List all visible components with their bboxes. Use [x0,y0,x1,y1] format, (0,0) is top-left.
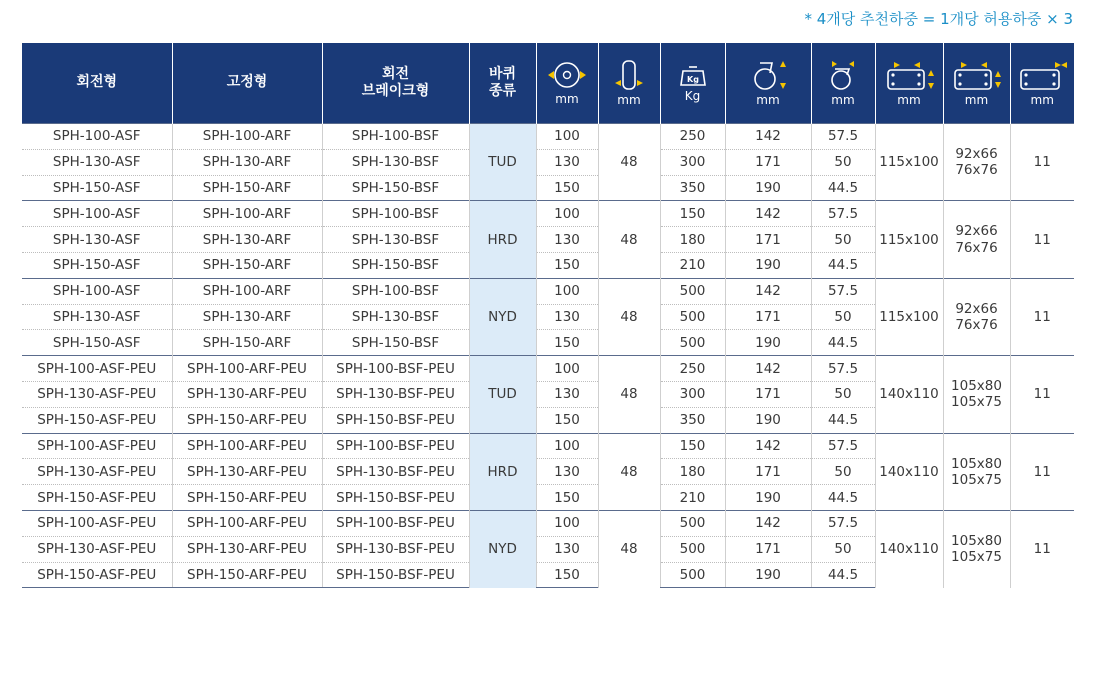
bolt-hole-icon [1015,59,1069,91]
bolt-spacing-1: 92x66 [955,223,998,240]
wheel-width: 48 [598,124,660,201]
wheel-type: NYD [469,510,536,587]
load-capacity: 150 [660,201,725,227]
height-swivel: 190 [725,562,811,588]
height-rigid: 44.5 [811,330,875,356]
header-row [22,43,1074,124]
swivel-model: SPH-130-ASF-PEU [22,381,172,407]
height-swivel: 142 [725,124,811,150]
height-swivel: 190 [725,252,811,278]
wheel-diameter: 150 [536,407,598,433]
brake-model: SPH-150-BSF [322,252,469,278]
wheel-width: 48 [598,201,660,278]
height-swivel: 171 [725,536,811,562]
height-swivel: 142 [725,356,811,382]
height-rigid: 57.5 [811,201,875,227]
rigid-model: SPH-100-ARF [172,124,322,150]
height-rigid: 44.5 [811,407,875,433]
height-rigid: 44.5 [811,562,875,588]
swivel-model: SPH-100-ASF [22,201,172,227]
rigid-model: SPH-130-ARF [172,304,322,330]
load-capacity: 500 [660,562,725,588]
wheel-diameter: 100 [536,201,598,227]
height-swivel: 190 [725,330,811,356]
brake-model: SPH-150-BSF-PEU [322,485,469,511]
unit-holes: mm [964,92,989,107]
bolt-spacing-2: 76x76 [955,316,998,333]
header-height-swivel [725,43,811,124]
brake-model: SPH-100-BSF [322,124,469,150]
plate-size: 115x100 [875,124,943,201]
wheel-type: HRD [469,201,536,278]
height-swivel: 190 [725,485,811,511]
brake-model: SPH-130-BSF [322,149,469,175]
wheel-type: TUD [469,124,536,201]
wheel-type: NYD [469,278,536,355]
brake-model: SPH-150-BSF-PEU [322,407,469,433]
height-rigid: 50 [811,304,875,330]
bolt-spacing-2: 105x75 [951,394,1002,411]
swivel-model: SPH-130-ASF-PEU [22,536,172,562]
swivel-model: SPH-100-ASF [22,124,172,150]
load-capacity: 500 [660,330,725,356]
load-capacity: 180 [660,459,725,485]
load-capacity: 350 [660,407,725,433]
height-swivel: 142 [725,433,811,459]
brake-model: SPH-130-BSF-PEU [322,459,469,485]
swivel-model: SPH-150-ASF [22,175,172,201]
load-capacity: 250 [660,124,725,150]
swivel-model: SPH-130-ASF-PEU [22,459,172,485]
height-rigid: 57.5 [811,124,875,150]
rigid-model: SPH-150-ARF [172,252,322,278]
header-height-rigid [811,43,875,124]
height-rigid: 50 [811,381,875,407]
swivel-model: SPH-100-ASF [22,278,172,304]
brake-model: SPH-100-BSF-PEU [322,356,469,382]
rigid-model: SPH-130-ARF-PEU [172,459,322,485]
unit-bolt: mm [1030,92,1054,107]
swivel-model: SPH-100-ASF-PEU [22,433,172,459]
height-swivel: 190 [725,175,811,201]
rigid-model: SPH-130-ARF [172,227,322,253]
bolt-spacing [943,124,1010,201]
height-swivel: 142 [725,510,811,536]
bolt-hole: 11 [1010,278,1074,355]
rigid-model: SPH-150-ARF [172,330,322,356]
bolt-spacing-1: 105x80 [951,533,1002,550]
unit-plate: mm [897,92,921,107]
wheel-width-icon [612,59,646,91]
swivel-model: SPH-100-ASF-PEU [22,356,172,382]
height-swivel: 171 [725,381,811,407]
wheel-type: HRD [469,433,536,510]
header-brake-line2: 브레이크형 [361,83,430,99]
load-note: * 4개당 추천하중 = 1개당 허용하중 × 3 [804,10,1073,28]
bolt-spacing-1: 92x66 [955,300,998,317]
unit-diameter: mm [555,91,579,106]
bolt-hole: 11 [1010,356,1074,433]
brake-model: SPH-130-BSF-PEU [322,381,469,407]
wheel-diameter: 100 [536,510,598,536]
bolt-spacing-2: 76x76 [955,162,998,179]
load-capacity: 300 [660,381,725,407]
header-swivel: 회전형 [22,43,172,124]
table-row [22,510,1074,536]
height-swivel: 171 [725,304,811,330]
height-swivel: 171 [725,459,811,485]
rigid-model: SPH-150-ARF [172,175,322,201]
bolt-spacing [943,433,1010,510]
height-rigid: 57.5 [811,278,875,304]
swivel-model: SPH-130-ASF [22,227,172,253]
brake-model: SPH-130-BSF-PEU [322,536,469,562]
rigid-model: SPH-100-ARF [172,201,322,227]
rigid-model: SPH-150-ARF-PEU [172,407,322,433]
table-row [22,201,1074,227]
swivel-model: SPH-150-ASF-PEU [22,562,172,588]
rigid-height-icon [823,59,863,91]
load-capacity: 500 [660,510,725,536]
swivel-model: SPH-130-ASF [22,304,172,330]
load-capacity: 250 [660,356,725,382]
bolt-spacing-2: 105x75 [951,549,1002,566]
swivel-height-icon [746,59,790,91]
wheel-diameter: 100 [536,278,598,304]
header-plate [875,43,943,124]
table-row [22,433,1074,459]
height-swivel: 171 [725,149,811,175]
wheel-diameter: 130 [536,304,598,330]
caster-spec-table [22,43,1074,588]
wheel-width: 48 [598,510,660,587]
wheel-diameter: 150 [536,175,598,201]
load-weight-icon [678,63,708,87]
header-wheel-type-line2: 종류 [488,83,517,99]
wheel-diameter: 130 [536,149,598,175]
bolt-spacing-icon [949,59,1005,91]
header-holes [943,43,1010,124]
plate-size: 140x110 [875,356,943,433]
bolt-hole: 11 [1010,124,1074,201]
plate-size: 140x110 [875,433,943,510]
wheel-diameter: 150 [536,485,598,511]
swivel-model: SPH-150-ASF-PEU [22,485,172,511]
height-rigid: 50 [811,536,875,562]
rigid-model: SPH-100-ARF-PEU [172,510,322,536]
header-bolt [1010,43,1074,124]
bolt-hole: 11 [1010,201,1074,278]
height-swivel: 142 [725,278,811,304]
height-rigid: 50 [811,227,875,253]
plate-size: 140x110 [875,510,943,587]
wheel-width: 48 [598,278,660,355]
bolt-spacing-1: 92x66 [955,146,998,162]
brake-model: SPH-100-BSF-PEU [322,433,469,459]
header-wheel-type [469,43,536,124]
load-capacity: 500 [660,536,725,562]
height-rigid: 50 [811,459,875,485]
height-rigid: 44.5 [811,485,875,511]
unit-height-rigid: mm [831,92,855,107]
plate-size-icon [880,59,938,91]
swivel-model: SPH-150-ASF [22,330,172,356]
bolt-spacing-1: 105x80 [951,455,1002,472]
header-wheel-type-line1: 바퀴 [488,65,517,82]
wheel-diameter: 150 [536,252,598,278]
wheel-diameter: 150 [536,562,598,588]
load-capacity: 210 [660,485,725,511]
swivel-model: SPH-130-ASF [22,149,172,175]
rigid-model: SPH-130-ARF [172,149,322,175]
swivel-model: SPH-100-ASF-PEU [22,510,172,536]
brake-model: SPH-130-BSF [322,227,469,253]
unit-height-swivel: mm [756,92,780,107]
header-brake-line1: 회전 [381,65,410,82]
bolt-spacing [943,201,1010,278]
wheel-diameter-icon [546,60,588,90]
bolt-hole: 11 [1010,433,1074,510]
load-capacity: 210 [660,252,725,278]
wheel-type: TUD [469,356,536,433]
height-rigid: 57.5 [811,510,875,536]
swivel-model: SPH-150-ASF-PEU [22,407,172,433]
wheel-diameter: 100 [536,356,598,382]
spec-body [22,124,1074,588]
rigid-model: SPH-100-ARF-PEU [172,356,322,382]
header-width [598,43,660,124]
rigid-model: SPH-100-ARF [172,278,322,304]
wheel-diameter: 150 [536,330,598,356]
load-icon-label: Kg [686,74,699,84]
table-row [22,356,1074,382]
rigid-model: SPH-150-ARF-PEU [172,562,322,588]
wheel-width: 48 [598,356,660,433]
load-capacity: 150 [660,433,725,459]
bolt-spacing-2: 76x76 [955,239,998,256]
load-capacity: 350 [660,175,725,201]
plate-size: 115x100 [875,278,943,355]
wheel-diameter: 130 [536,381,598,407]
rigid-model: SPH-150-ARF-PEU [172,485,322,511]
height-rigid: 44.5 [811,175,875,201]
wheel-width: 48 [598,433,660,510]
brake-model: SPH-150-BSF [322,330,469,356]
height-swivel: 190 [725,407,811,433]
header-load [660,43,725,124]
plate-size: 115x100 [875,201,943,278]
bolt-spacing-2: 105x75 [951,471,1002,488]
height-swivel: 171 [725,227,811,253]
wheel-diameter: 100 [536,433,598,459]
height-rigid: 57.5 [811,433,875,459]
header-brake [322,43,469,124]
unit-width: mm [617,92,641,107]
brake-model: SPH-150-BSF [322,175,469,201]
load-capacity: 180 [660,227,725,253]
brake-model: SPH-100-BSF [322,201,469,227]
wheel-diameter: 130 [536,459,598,485]
brake-model: SPH-150-BSF-PEU [322,562,469,588]
brake-model: SPH-100-BSF [322,278,469,304]
header-diameter [536,43,598,124]
brake-model: SPH-100-BSF-PEU [322,510,469,536]
header-rigid: 고정형 [172,43,322,124]
bolt-hole: 11 [1010,510,1074,587]
swivel-model: SPH-150-ASF [22,252,172,278]
wheel-diameter: 100 [536,124,598,150]
height-swivel: 142 [725,201,811,227]
brake-model: SPH-130-BSF [322,304,469,330]
wheel-diameter: 130 [536,536,598,562]
wheel-diameter: 130 [536,227,598,253]
unit-load: Kg [684,88,701,103]
table-row [22,124,1074,150]
load-capacity: 500 [660,278,725,304]
rigid-model: SPH-130-ARF-PEU [172,536,322,562]
table-row [22,278,1074,304]
rigid-model: SPH-100-ARF-PEU [172,433,322,459]
load-capacity: 300 [660,149,725,175]
rigid-model: SPH-130-ARF-PEU [172,381,322,407]
height-rigid: 50 [811,149,875,175]
height-rigid: 44.5 [811,252,875,278]
height-rigid: 57.5 [811,356,875,382]
bolt-spacing-1: 105x80 [951,378,1002,395]
bolt-spacing [943,278,1010,355]
load-capacity: 500 [660,304,725,330]
bolt-spacing [943,510,1010,587]
bolt-spacing [943,356,1010,433]
